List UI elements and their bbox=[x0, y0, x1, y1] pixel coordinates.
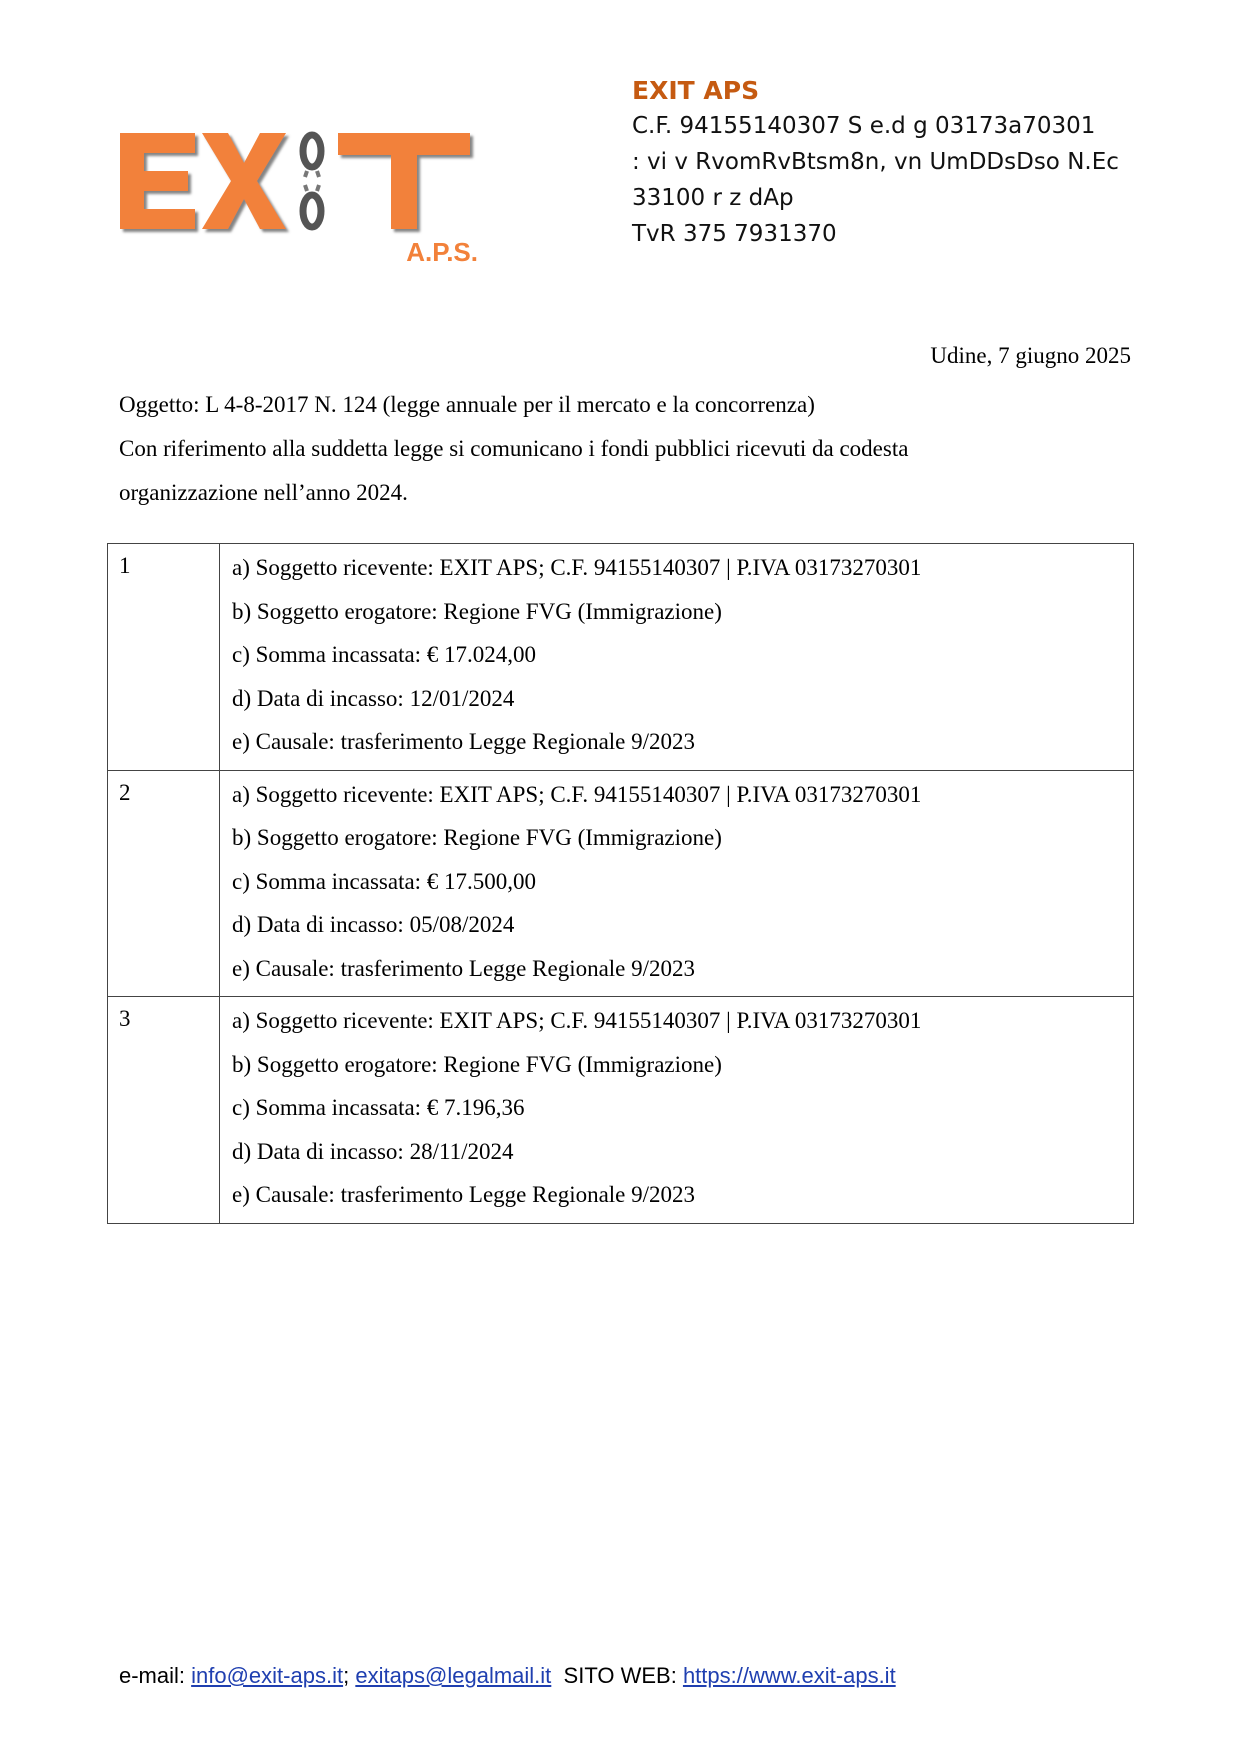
org-name: EXIT APS bbox=[632, 76, 760, 105]
letter-date: Udine, 7 giugno 2025 bbox=[930, 343, 1131, 368]
body-line-1: Con riferimento alla suddetta legge si comunicano i fondi pubblici ricevuti da codesta bbox=[119, 436, 909, 461]
detail-amount: c) Somma incassata: € 17.024,00 bbox=[232, 642, 537, 667]
exit-logo bbox=[120, 125, 480, 265]
subject-line: Oggetto: L 4-8-2017 N. 124 (legge annuale per il mercato e la concorrenza) bbox=[119, 392, 815, 417]
footer bbox=[119, 1663, 896, 1689]
letterhead bbox=[632, 74, 1119, 252]
detail-recipient: a) Soggetto ricevente: EXIT APS; C.F. 94155140307 | P.IVA 03173270301 bbox=[232, 781, 922, 807]
detail-recipient: a) Soggetto ricevente: EXIT APS; C.F. 94155140307 | P.IVA 03173270301 bbox=[232, 1008, 922, 1033]
detail-provider: b) Soggetto erogatore: Regione FVG (Immigrazione) bbox=[232, 598, 722, 624]
row-details bbox=[220, 544, 1134, 771]
header-line-phone: TvR 375 7931370 bbox=[632, 221, 837, 247]
detail-reason: e) Causale: trasferimento Legge Regionale 9/2023 bbox=[232, 1182, 696, 1207]
detail-reason: e) Causale: trasferimento Legge Regionale 9/2023 bbox=[232, 729, 696, 754]
logo-subtitle: A.P.S. bbox=[406, 237, 478, 265]
detail-provider: b) Soggetto erogatore: Regione FVG (Immigrazione) bbox=[232, 825, 722, 850]
detail-date: d) Data di incasso: 05/08/2024 bbox=[232, 912, 515, 937]
detail-recipient: a) Soggetto ricevente: EXIT APS; C.F. 94155140307 | P.IVA 03173270301 bbox=[232, 555, 922, 580]
email-link-pec[interactable]: exitaps@legalmail.it bbox=[355, 1663, 552, 1688]
detail-amount: c) Somma incassata: € 17.500,00 bbox=[232, 868, 537, 894]
header-line-city: 33100 r z dAp bbox=[632, 185, 794, 211]
funds-table bbox=[107, 543, 1134, 1224]
table-row bbox=[108, 544, 1134, 771]
table-row bbox=[108, 770, 1134, 997]
body-line-2: organizzazione nell’anno 2024. bbox=[119, 480, 408, 505]
table-row bbox=[108, 997, 1134, 1224]
website-label: SITO WEB: bbox=[563, 1663, 683, 1688]
subject-block bbox=[119, 383, 1129, 515]
email-label: e-mail: bbox=[119, 1663, 192, 1688]
detail-date: d) Data di incasso: 28/11/2024 bbox=[232, 1138, 514, 1164]
detail-reason: e) Causale: trasferimento Legge Regionale 9/2023 bbox=[232, 955, 696, 981]
row-details bbox=[220, 770, 1134, 997]
exit-logo-graphic bbox=[120, 125, 480, 265]
row-number: 3 bbox=[108, 997, 220, 1224]
row-details bbox=[220, 997, 1134, 1224]
row-number: 1 bbox=[108, 544, 220, 771]
detail-provider: b) Soggetto erogatore: Regione FVG (Immigrazione) bbox=[232, 1051, 722, 1077]
email-link-info[interactable]: info@exit-aps.it bbox=[191, 1663, 344, 1688]
website-link[interactable]: https://www.exit-aps.it bbox=[682, 1663, 896, 1688]
header-line-address: : vi v RvomRvBtsm8n, vn UmDDsDso N.Ec bbox=[632, 149, 1119, 175]
header-line-fiscal: C.F. 94155140307 S e.d g 03173a70301 bbox=[632, 113, 1096, 139]
detail-amount: c) Somma incassata: € 7.196,36 bbox=[232, 1095, 525, 1120]
detail-date: d) Data di incasso: 12/01/2024 bbox=[232, 685, 515, 711]
email-separator: ; bbox=[343, 1663, 350, 1688]
row-number: 2 bbox=[108, 770, 220, 997]
